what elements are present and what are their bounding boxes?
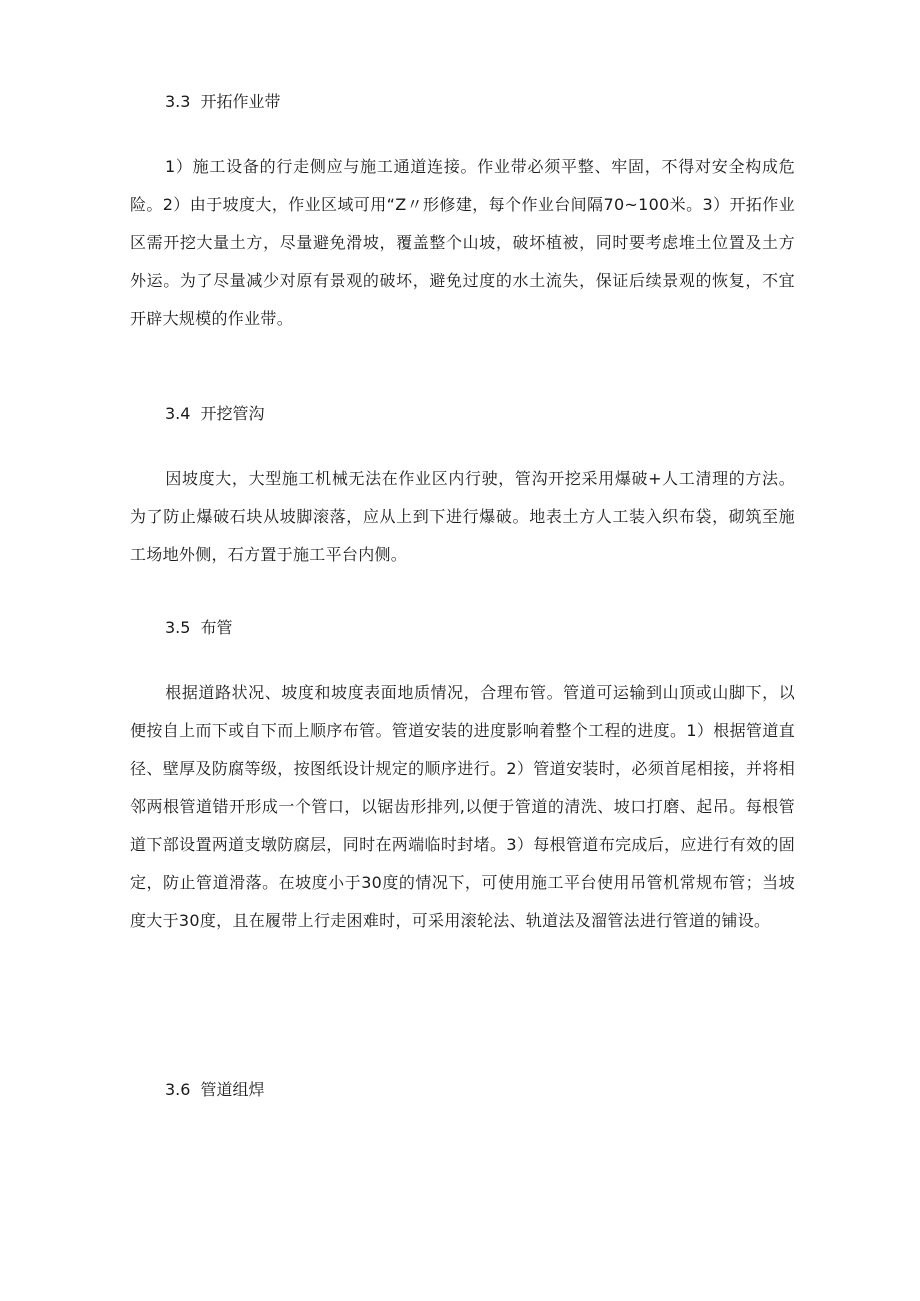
section-number: 3.3: [165, 92, 191, 111]
section-paragraph-3-5: [130, 674, 795, 940]
section-number: 3.4: [165, 404, 191, 423]
paragraph-text: 根据道路状况、坡度和坡度表面地质情况，合理布管。管道可运输到山顶或山脚下，以便按自上而下或自下而上顺序布管。管道安装的进度影响着整个工程的进度。1）根据管道直径、壁厚及防腐等级，按图纸设计规定的顺序进行。2）管道安装时，必须首尾相接，并将相邻两根管道错开形成一个管口，以锯齿形排列,以便于管道的清洗、坡口打磨、起吊。每根管道下部设置两道支墩防腐层，同时在两端临时封堵。3）每根管道布完成后，应进行有效的固定，防止管道滑落。在坡度小于30度的情况下，可使用施工平台使用吊管机常规布管；当坡度大于30度，且在履带上行走困难时，可采用滚轮法、轨道法及溜管法进行管道的铺设。: [130, 683, 795, 930]
section-number: 3.6: [165, 1080, 191, 1099]
section-paragraph-3-3: [130, 148, 795, 338]
section-title: 布管: [200, 618, 233, 637]
paragraph-text: 1）施工设备的行走侧应与施工通道连接。作业带必须平整、牢固，不得对安全构成危险。2）由于坡度大，作业区域可用“Z〃形修建，每个作业台间隔70~100米。3）开拓作业区需开挖大量土方，尽量避免滑坡，覆盖整个山坡，破坏植被，同时要考虑堆土位置及土方外运。为了尽量减少对原有景观的破坏，避免过度的水土流失，保证后续景观的恢复，不宜开辟大规模的作业带。: [130, 157, 795, 328]
section-title: 开挖管沟: [200, 404, 265, 423]
section-number: 3.5: [165, 618, 191, 637]
section-heading-3-3: [165, 90, 280, 114]
section-title: 管道组焊: [200, 1080, 265, 1099]
section-title: 开拓作业带: [200, 92, 281, 111]
paragraph-text: 因坡度大，大型施工机械无法在作业区内行驶，管沟开挖采用爆破+人工清理的方法。为了防止爆破石块从坡脚滚落，应从上到下进行爆破。地表土方人工装入织布袋，砌筑至施工场地外侧，石方置于施工平台内侧。: [130, 469, 795, 564]
section-heading-3-4: [165, 402, 264, 426]
section-paragraph-3-4: [130, 460, 795, 574]
section-heading-3-5: [165, 616, 232, 640]
section-heading-3-6: [165, 1078, 264, 1102]
